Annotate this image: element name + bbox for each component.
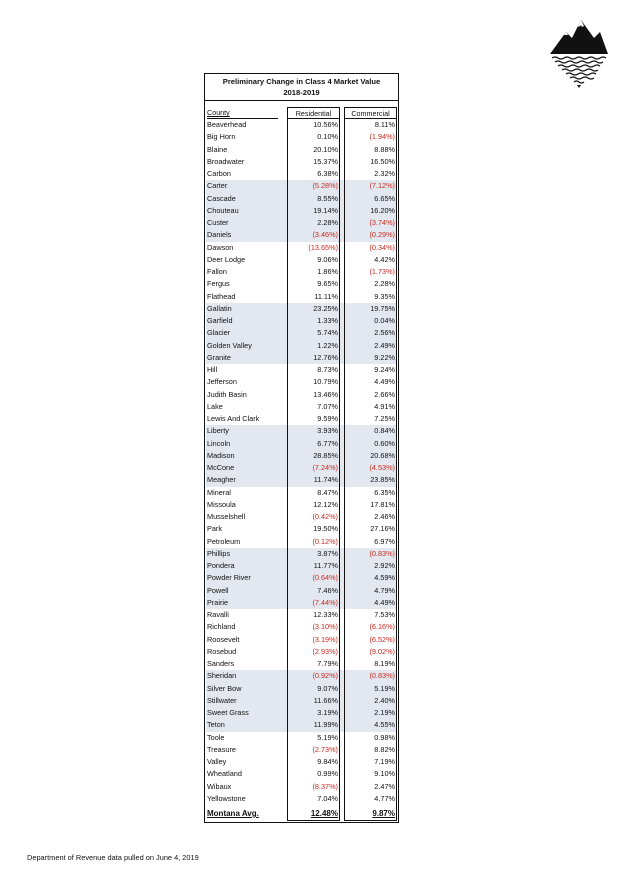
county-name: Valley [207, 757, 227, 766]
county-name: Teton [207, 720, 225, 730]
county-name: Roosevelt [207, 634, 240, 644]
table-row [206, 217, 397, 229]
county-name: Ravalli [207, 610, 229, 619]
residential-value: (2.93%) [312, 646, 338, 656]
residential-value: 2.28% [317, 218, 338, 227]
average-commercial: 9.87% [372, 809, 395, 818]
commercial-value: (1.73%) [369, 267, 395, 276]
commercial-value: 0.60% [374, 438, 395, 448]
residential-value: 12.12% [313, 499, 338, 509]
county-name: Pondera [207, 561, 235, 570]
commercial-value: 7.25% [374, 414, 395, 423]
county-name: Hill [207, 365, 218, 374]
residential-value: 11.99% [313, 720, 338, 730]
county-name: McCone [207, 463, 235, 472]
table-row [206, 229, 397, 241]
residential-value: (7.24%) [312, 463, 338, 472]
residential-value: 28.85% [313, 450, 338, 460]
table-row [206, 597, 397, 609]
residential-value: 23.25% [313, 303, 338, 313]
commercial-value: 0.04% [374, 316, 395, 325]
residential-value: 11.74% [313, 475, 338, 485]
commercial-value: 23.85% [370, 475, 395, 485]
residential-value: 10.56% [313, 120, 338, 129]
residential-value: 19.50% [313, 524, 338, 534]
residential-value: 15.37% [313, 156, 338, 166]
table-row [206, 634, 397, 646]
county-name: Stillwater [207, 695, 237, 705]
residential-value: 19.14% [313, 205, 338, 215]
residential-value: 3.87% [317, 548, 338, 558]
county-name: Flathead [207, 291, 236, 301]
county-name: Powder River [207, 573, 251, 583]
county-name: Rosebud [207, 646, 237, 656]
commercial-value: (4.53%) [369, 463, 395, 472]
commercial-value: 6.97% [374, 536, 395, 546]
county-name: Meagher [207, 475, 236, 485]
residential-value: 9.07% [317, 683, 338, 693]
residential-value: 13.46% [313, 389, 338, 399]
residential-value: (8.37%) [312, 781, 338, 791]
commercial-value: 4.49% [374, 377, 395, 387]
county-name: Beaverhead [207, 120, 247, 129]
table-row [206, 609, 397, 621]
county-name: Blaine [207, 144, 228, 154]
residential-value: (5.28%) [312, 181, 338, 191]
department-logo-icon [548, 18, 610, 94]
table-row [206, 144, 397, 156]
commercial-value: 2.47% [374, 781, 395, 791]
commercial-value: 8.11% [374, 120, 395, 129]
residential-column-header: Residential [287, 107, 340, 119]
montana-average-row [206, 807, 397, 821]
residential-value: 7.07% [317, 401, 338, 411]
table-row [206, 340, 397, 352]
residential-value: 8.73% [317, 365, 338, 374]
residential-value: 5.74% [317, 328, 338, 338]
commercial-value: 4.55% [374, 720, 395, 730]
residential-value: 8.47% [317, 487, 338, 497]
table-row [206, 254, 397, 266]
county-name: Sheridan [207, 671, 237, 681]
residential-value: 1.33% [317, 316, 338, 325]
commercial-value: 0.98% [374, 732, 395, 742]
table-row [206, 621, 397, 633]
title-line-1: Preliminary Change in Class 4 Market Value [222, 77, 381, 86]
residential-value: 11.77% [313, 561, 338, 570]
residential-value: (0.12%) [312, 536, 338, 546]
county-rows [206, 119, 397, 805]
commercial-value: (1.94%) [369, 132, 395, 142]
commercial-value: 4.42% [374, 254, 395, 264]
table-title [205, 74, 398, 101]
residential-value: 20.10% [313, 144, 338, 154]
commercial-value: 2.40% [374, 695, 395, 705]
county-name: Prairie [207, 597, 229, 607]
average-label: Montana Avg. [207, 809, 259, 818]
commercial-value: (0.83%) [369, 548, 395, 558]
county-name: Big Horn [207, 132, 236, 142]
table-row [206, 131, 397, 143]
table-row [206, 156, 397, 168]
residential-value: (2.73%) [312, 744, 338, 754]
commercial-value: 7.19% [374, 757, 395, 766]
commercial-value: 16.50% [370, 156, 395, 166]
commercial-value: 4.79% [374, 585, 395, 595]
residential-value: 3.19% [317, 708, 338, 717]
residential-value: 0.10% [317, 132, 338, 142]
residential-value: 1.22% [317, 340, 338, 350]
table-row [206, 585, 397, 597]
county-name: Fergus [207, 279, 230, 289]
footer-note: Department of Revenue data pulled on June 4, 2019 [27, 853, 199, 862]
table-row [206, 364, 397, 376]
residential-value: 12.76% [313, 352, 338, 362]
residential-value: 6.77% [317, 438, 338, 448]
table-row [206, 572, 397, 584]
commercial-value: (6.52%) [369, 634, 395, 644]
commercial-value: 2.66% [374, 389, 395, 399]
county-name: Lake [207, 401, 223, 411]
county-name: Fallon [207, 267, 227, 276]
residential-value: 11.11% [314, 291, 338, 301]
table-row [206, 548, 397, 560]
table-row [206, 536, 397, 548]
commercial-value: 8.19% [374, 659, 395, 668]
residential-value: 5.19% [317, 732, 338, 742]
commercial-value: 20.68% [370, 450, 395, 460]
table-row [206, 658, 397, 670]
commercial-value: 8.82% [374, 744, 395, 754]
residential-value: 9.59% [317, 414, 338, 423]
county-name: Judith Basin [207, 389, 247, 399]
county-name: Daniels [207, 230, 232, 240]
county-name: Carter [207, 181, 228, 191]
commercial-value: 4.49% [374, 597, 395, 607]
table-row [206, 450, 397, 462]
table-row [206, 793, 397, 805]
commercial-value: 8.88% [374, 144, 395, 154]
residential-value: 8.55% [317, 193, 338, 203]
commercial-value: 0.84% [374, 426, 395, 436]
commercial-value: 4.77% [374, 793, 395, 803]
county-name: Chouteau [207, 205, 239, 215]
residential-value: (3.19%) [312, 634, 338, 644]
county-name: Broadwater [207, 156, 245, 166]
commercial-value: (0.29%) [369, 230, 395, 240]
residential-value: 12.33% [313, 610, 338, 619]
residential-value: 10.79% [313, 377, 338, 387]
table-row [206, 193, 397, 205]
county-name: Lincoln [207, 438, 231, 448]
commercial-value: (9.02%) [369, 646, 395, 656]
table-row [206, 523, 397, 535]
table-row [206, 670, 397, 682]
residential-value: 9.06% [317, 254, 338, 264]
commercial-value: (7.12%) [369, 181, 395, 191]
table-row [206, 413, 397, 425]
table-row [206, 646, 397, 658]
county-name: Treasure [207, 744, 236, 754]
county-name: Gallatin [207, 303, 232, 313]
commercial-value: 2.49% [374, 340, 395, 350]
table-row [206, 352, 397, 364]
residential-value: 7.79% [317, 659, 338, 668]
table-row [206, 744, 397, 756]
county-name: Powell [207, 585, 229, 595]
county-name: Silver Bow [207, 683, 242, 693]
county-name: Musselshell [207, 512, 246, 521]
table-row [206, 462, 397, 474]
commercial-value: (0.34%) [369, 242, 395, 252]
table-row [206, 781, 397, 793]
table-row [206, 119, 397, 131]
table-row [206, 401, 397, 413]
commercial-value: (3.74%) [369, 218, 395, 227]
table-row [206, 315, 397, 327]
table-row [206, 732, 397, 744]
county-name: Petroleum [207, 536, 241, 546]
table-row [206, 327, 397, 339]
table-row [206, 487, 397, 499]
table-row [206, 438, 397, 450]
county-name: Lewis And Clark [207, 414, 260, 423]
table-row [206, 695, 397, 707]
county-column-header: County [207, 107, 278, 119]
residential-value: 7.46% [317, 585, 338, 595]
market-value-table [204, 73, 399, 823]
commercial-value: 6.65% [374, 193, 395, 203]
commercial-value: 2.92% [374, 561, 395, 570]
table-row [206, 560, 397, 572]
county-name: Sanders [207, 659, 235, 668]
table-row [206, 278, 397, 290]
county-name: Sweet Grass [207, 708, 249, 717]
table-row [206, 425, 397, 437]
commercial-value: 9.22% [374, 352, 395, 362]
commercial-value: 7.53% [374, 610, 395, 619]
county-name: Mineral [207, 487, 231, 497]
county-name: Liberty [207, 426, 229, 436]
county-name: Garfield [207, 316, 233, 325]
commercial-value: 2.56% [374, 328, 395, 338]
commercial-value: (0.83%) [369, 671, 395, 681]
residential-value: (0.42%) [312, 512, 338, 521]
county-name: Golden Valley [207, 340, 252, 350]
commercial-value: 4.91% [374, 401, 395, 411]
county-name: Wibaux [207, 781, 232, 791]
table-row [206, 719, 397, 731]
commercial-value: 9.35% [374, 291, 395, 301]
county-name: Missoula [207, 499, 236, 509]
county-name: Dawson [207, 242, 234, 252]
table-row [206, 205, 397, 217]
commercial-value: 2.46% [374, 512, 395, 521]
commercial-value: 2.19% [374, 708, 395, 717]
commercial-value: 17.81% [370, 499, 395, 509]
table-row [206, 707, 397, 719]
commercial-value: 4.59% [374, 573, 395, 583]
table-row [206, 376, 397, 388]
commercial-value: 5.19% [374, 683, 395, 693]
residential-value: 3.93% [317, 426, 338, 436]
county-name: Carbon [207, 169, 231, 178]
residential-value: (3.46%) [312, 230, 338, 240]
title-line-2: 2018-2019 [283, 88, 320, 97]
residential-value: (7.44%) [312, 597, 338, 607]
county-name: Toole [207, 732, 225, 742]
residential-value: (13.65%) [308, 242, 338, 252]
table-row [206, 768, 397, 780]
residential-value: 1.86% [317, 267, 338, 276]
table-row [206, 242, 397, 254]
table-row [206, 683, 397, 695]
table-row [206, 168, 397, 180]
residential-value: 9.84% [317, 757, 338, 766]
residential-value: 0.99% [317, 769, 338, 779]
county-name: Wheatland [207, 769, 242, 779]
residential-value: 7.04% [317, 793, 338, 803]
commercial-value: 2.32% [374, 169, 395, 178]
commercial-value: 9.10% [374, 769, 395, 779]
commercial-column-header: Commercial [344, 107, 397, 119]
county-name: Glacier [207, 328, 231, 338]
table-row [206, 266, 397, 278]
commercial-value: 16.20% [370, 205, 395, 215]
residential-value: 11.66% [313, 695, 338, 705]
commercial-value: 9.24% [374, 365, 395, 374]
commercial-value: 27.16% [370, 524, 395, 534]
table-row [206, 180, 397, 192]
residential-value: (3.10%) [312, 622, 338, 632]
table-row [206, 511, 397, 523]
table-row [206, 499, 397, 511]
table-row [206, 756, 397, 768]
county-name: Park [207, 524, 223, 534]
table-row [206, 291, 397, 303]
commercial-value: 2.28% [374, 279, 395, 289]
county-name: Jefferson [207, 377, 237, 387]
residential-value: (0.92%) [312, 671, 338, 681]
county-name: Deer Lodge [207, 254, 246, 264]
residential-value: (0.64%) [312, 573, 338, 583]
residential-value: 9.65% [317, 279, 338, 289]
county-name: Phillips [207, 548, 231, 558]
table-row [206, 303, 397, 315]
county-name: Yellowstone [207, 793, 246, 803]
county-name: Granite [207, 352, 231, 362]
commercial-value: (6.16%) [369, 622, 395, 632]
county-name: Richland [207, 622, 236, 632]
table-row [206, 474, 397, 486]
commercial-value: 19.75% [370, 303, 395, 313]
county-name: Cascade [207, 193, 236, 203]
table-row [206, 389, 397, 401]
average-residential: 12.48% [310, 809, 338, 818]
county-name: Madison [207, 450, 235, 460]
commercial-value: 6.35% [374, 487, 395, 497]
county-name: Custer [207, 218, 229, 227]
residential-value: 6.38% [317, 169, 338, 178]
